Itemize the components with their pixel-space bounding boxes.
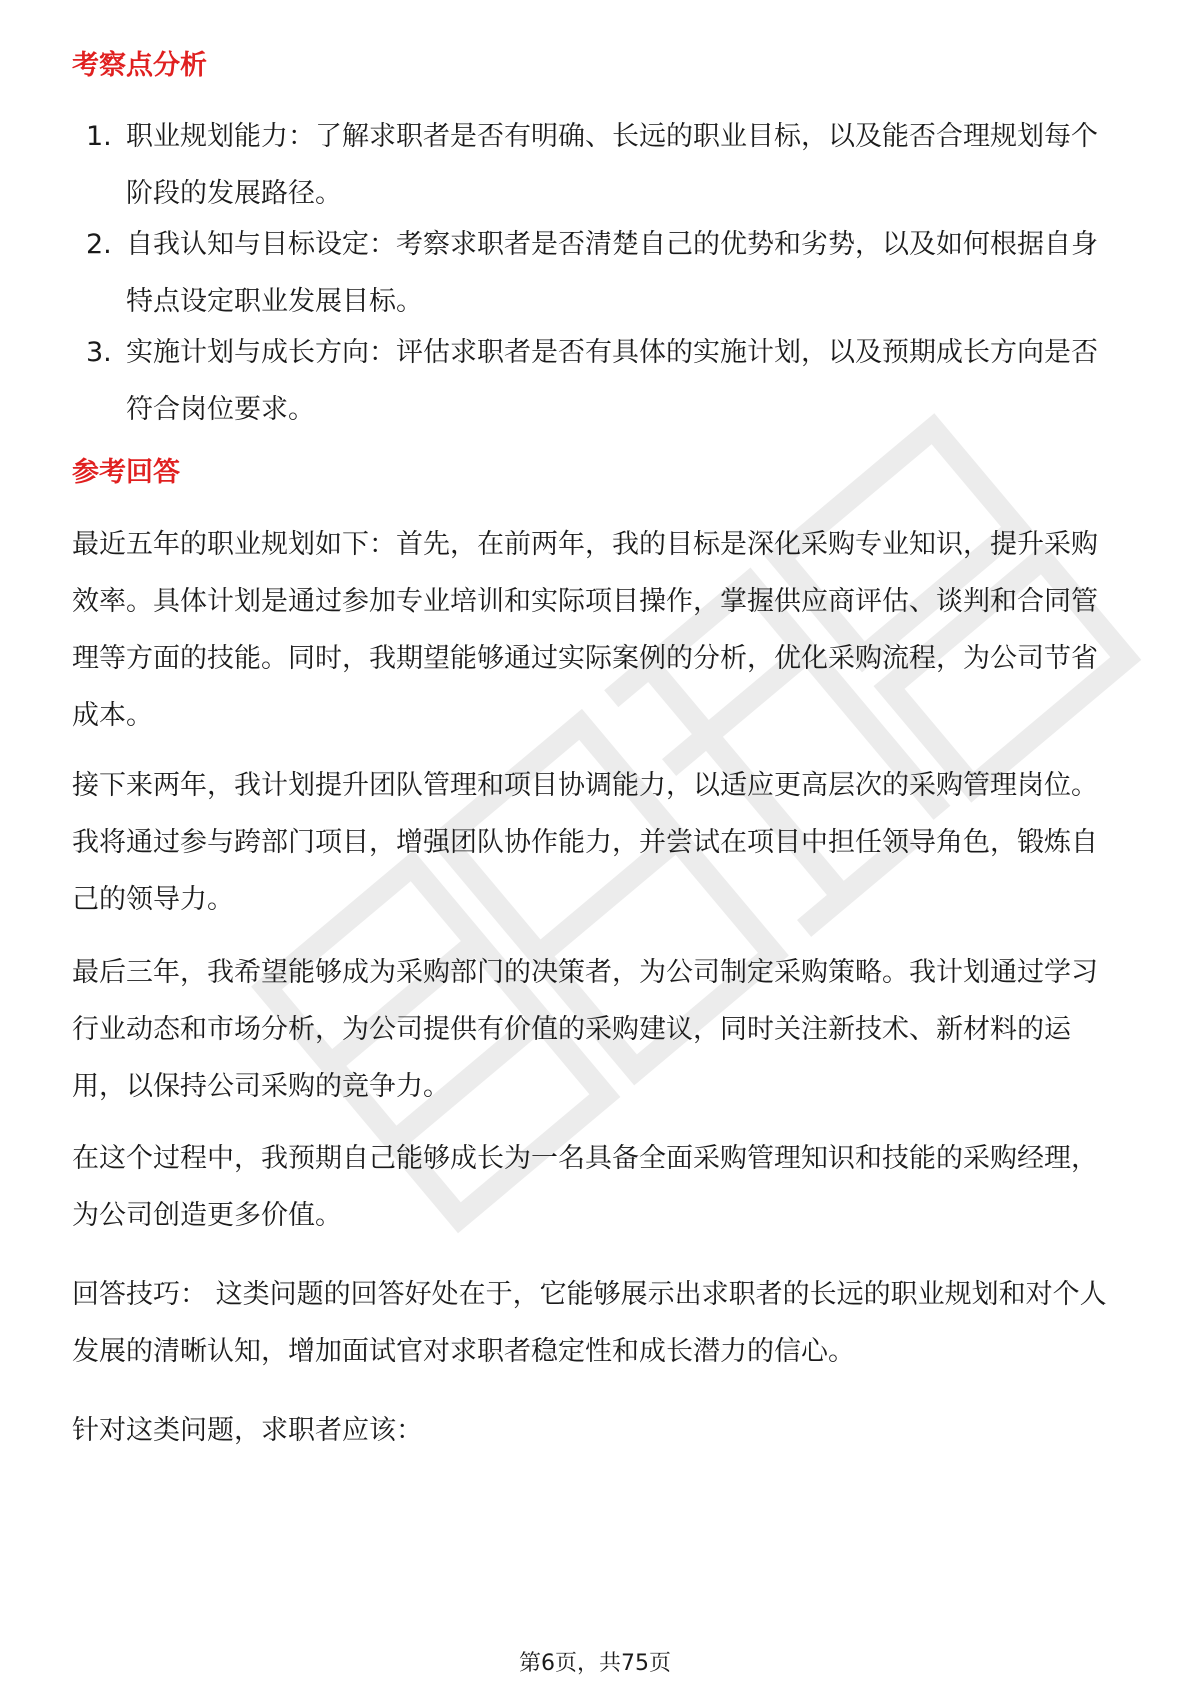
analysis-heading: 考察点分析 (72, 50, 207, 81)
list-item-text: 自我认知与目标设定：考察求职者是否清楚自己的优势和劣势，以及如何根据自身特点设定职业发展目标。 (126, 229, 1098, 317)
answer-heading: 参考回答 (72, 457, 180, 488)
answer-paragraph: 最近五年的职业规划如下：首先，在前两年，我的目标是深化采购专业知识，提升采购效率。具体计划是通过参加专业培训和实际项目操作，掌握供应商评估、谈判和合同管理等方面的技能。同时，我期望能够通过实际案例的分析，优化采购流程，为公司节省成本。 (72, 529, 1098, 731)
list-item-number: 3. (86, 337, 112, 368)
list-item-number: 2. (86, 229, 112, 260)
answer-paragraph: 接下来两年，我计划提升团队管理和项目协调能力，以适应更高层次的采购管理岗位。我将通过参与跨部门项目，增强团队协作能力，并尝试在项目中担任领导角色，锻炼自己的领导力。 (72, 770, 1098, 915)
list-item-text: 职业规划能力：了解求职者是否有明确、长远的职业目标，以及能否合理规划每个阶段的发展路径。 (126, 121, 1098, 209)
page-number: 第6页，共75页 (519, 1651, 671, 1676)
answer-paragraph: 在这个过程中，我预期自己能够成长为一名具备全面采购管理知识和技能的采购经理，为公司创造更多价值。 (72, 1143, 1098, 1231)
tips-paragraph: 回答技巧： 这类问题的回答好处在于，它能够展示出求职者的长远的职业规划和对个人发展的清晰认知，增加面试官对求职者稳定性和成长潜力的信心。 (72, 1279, 1107, 1367)
list-item-text: 实施计划与成长方向：评估求职者是否有具体的实施计划，以及预期成长方向是否符合岗位要求。 (126, 337, 1098, 425)
list-item-number: 1. (86, 121, 112, 152)
closing-paragraph: 针对这类问题，求职者应该： (72, 1415, 423, 1446)
answer-paragraph: 最后三年，我希望能够成为采购部门的决策者，为公司制定采购策略。我计划通过学习行业动态和市场分析，为公司提供有价值的采购建议，同时关注新技术、新材料的运用，以保持公司采购的竞争力。 (72, 957, 1098, 1102)
